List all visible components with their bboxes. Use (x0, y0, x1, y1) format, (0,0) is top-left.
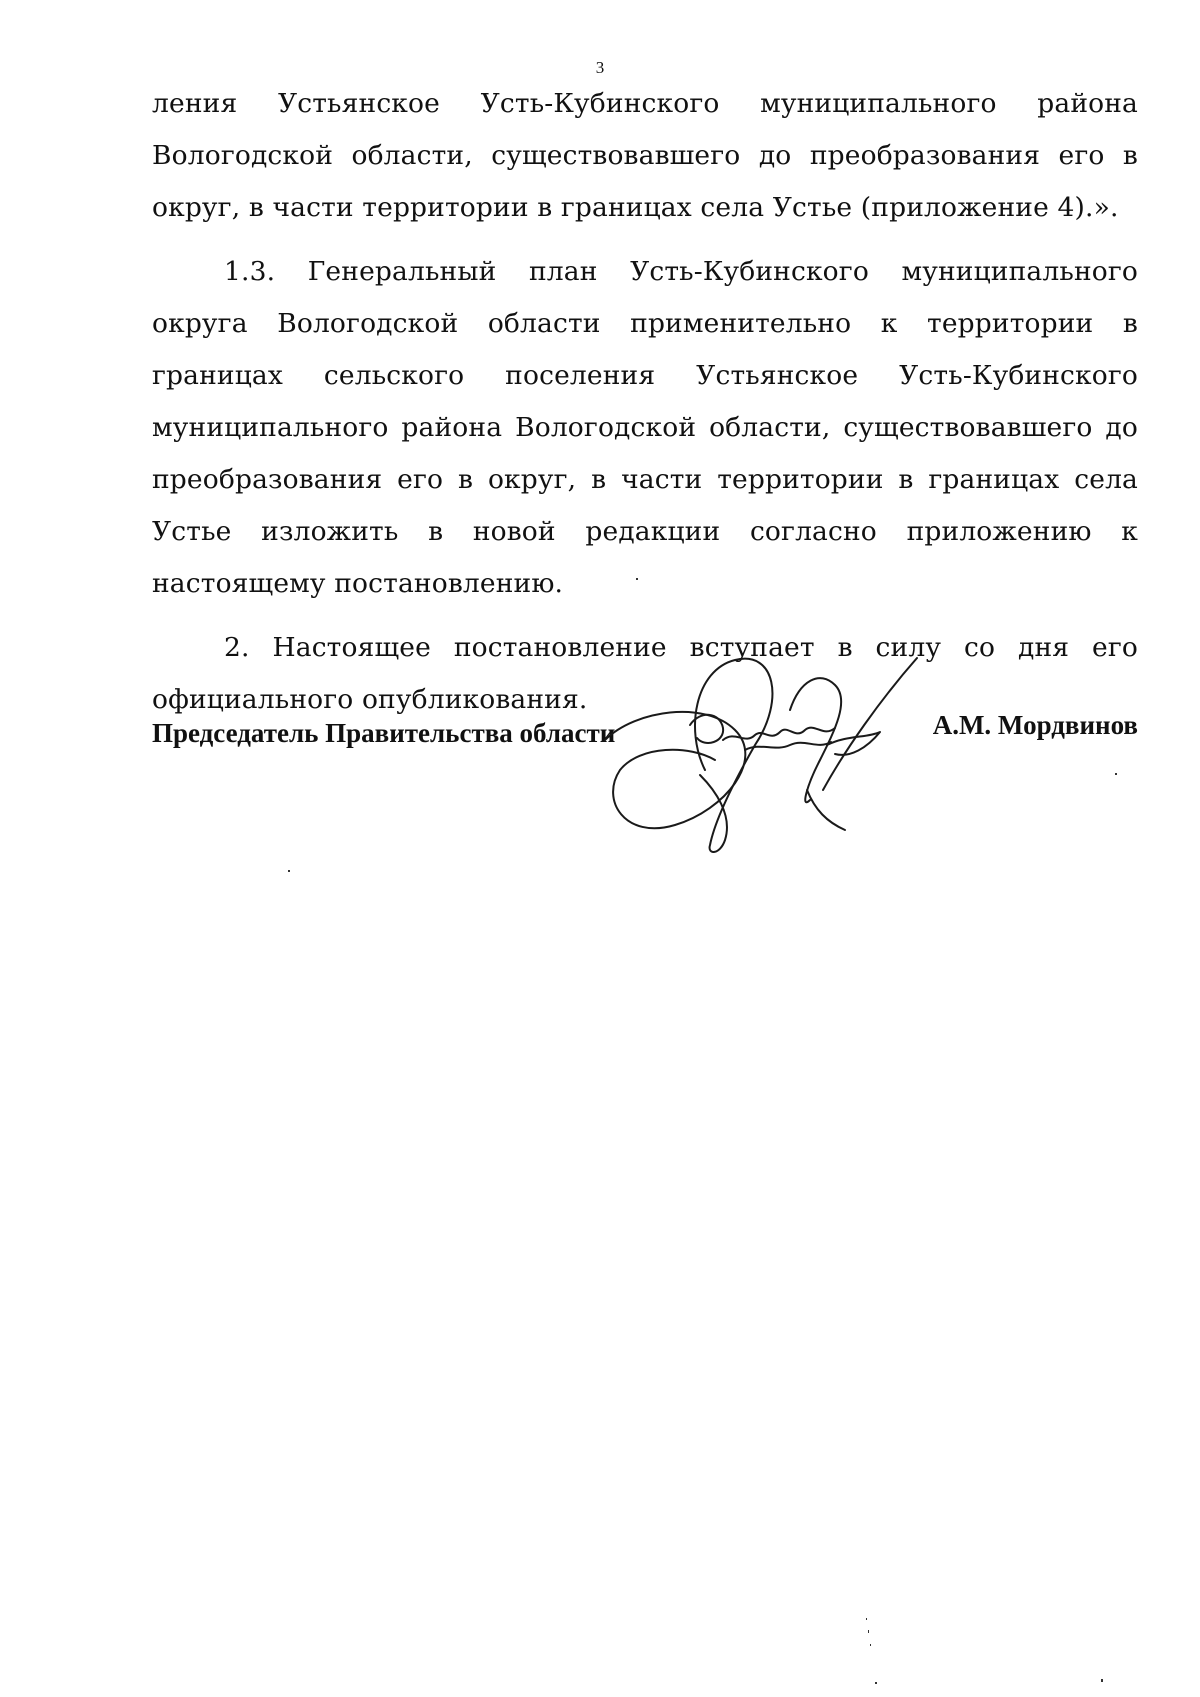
scan-speck (866, 1618, 867, 1620)
signer-name: А.М. Мордвинов (932, 710, 1138, 740)
scan-speck (1101, 1679, 1103, 1682)
signer-position-title: Председатель Правительства области (152, 718, 616, 748)
scan-speck (288, 870, 290, 872)
paragraph-item-2: 2. Настоящее постановление вступает в силу со дня его официального опубликования. (152, 632, 1138, 715)
page-number: 3 (595, 58, 605, 77)
scan-speck (870, 1644, 871, 1646)
scan-speck (875, 1682, 877, 1684)
paragraph-continuation: ления Устьянское Усть-Кубинского муниципального района Вологодской области, существовавшего до преобразования его в округ, в части территории в границах села Устье (приложение 4).». (152, 88, 1138, 223)
scan-speck (636, 578, 638, 580)
scan-speck (1115, 773, 1117, 775)
scan-speck (868, 1630, 869, 1633)
paragraph-item-1-3: 1.3. Генеральный план Усть-Кубинского муниципального округа Вологодской области применительно к территории в границах сельского поселения Устьянское Усть-Кубинского муниципального района Вологодской области, существовавшего до преобразования его в округ, в части территории в границах села Устье изложить в новой редакции согласно приложению к настоящему постановлению. (152, 256, 1138, 599)
handwritten-signature-icon (595, 650, 955, 860)
document-body (152, 78, 1138, 726)
